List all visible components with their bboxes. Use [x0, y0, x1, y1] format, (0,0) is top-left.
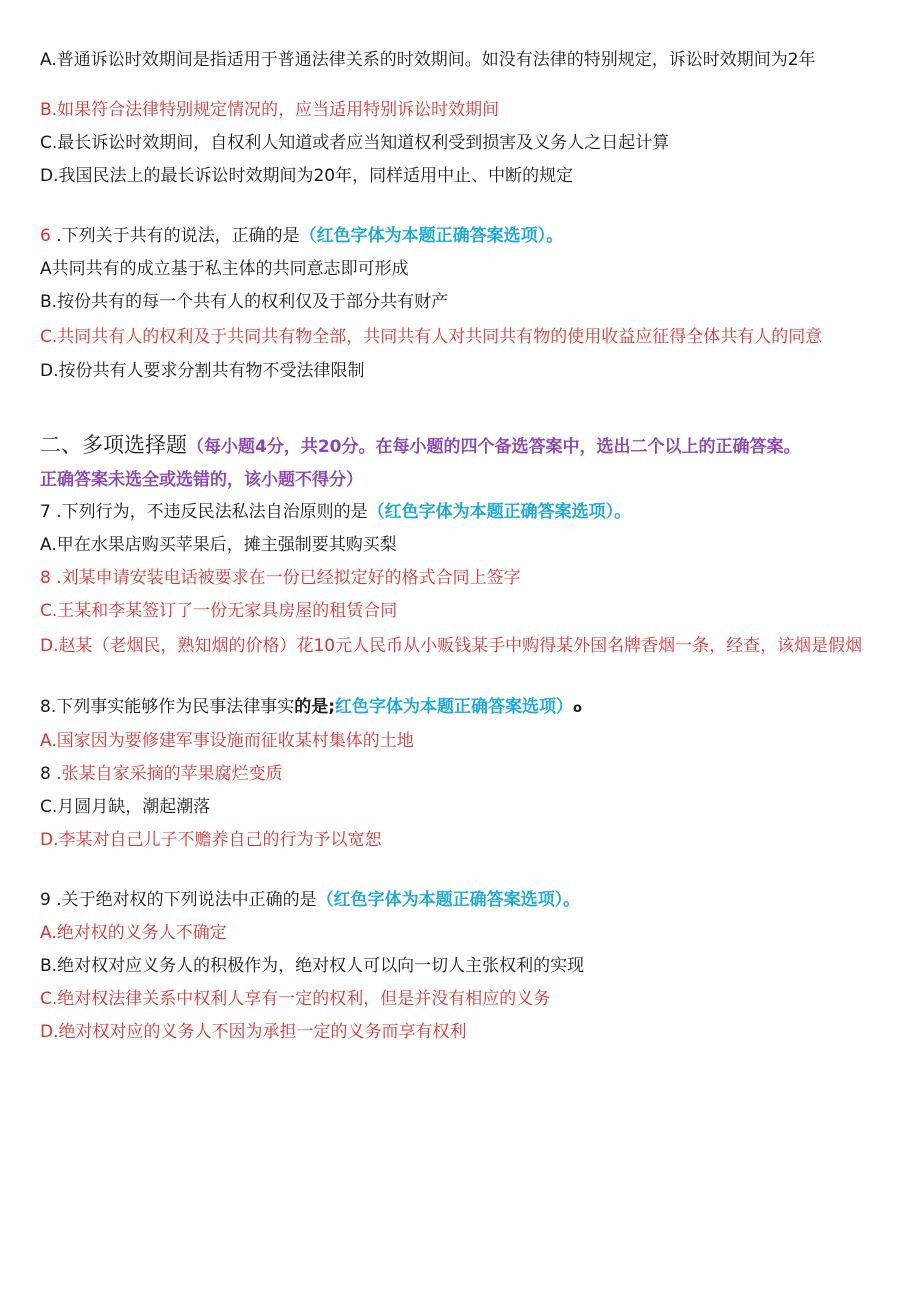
- q5-option-c: C.最长诉讼时效期间，自权利人知道或者应当知道权利受到损害及义务人之日起计算: [40, 133, 670, 153]
- q6-stem-text: .下列关于共有的说法，正确的是: [50, 226, 300, 246]
- q8-option-b: [40, 758, 880, 791]
- q8-stem-text: 8.下列事实能够作为民事法律事实: [40, 697, 295, 717]
- q8-option-c: C.月圆月缺，潮起潮落: [40, 797, 211, 817]
- q9-option-b: B.绝对权对应义务人的积极作为，绝对权人可以向一切人主张权利的实现: [40, 956, 585, 976]
- q5-option-b: B.如果符合法律特别规定情况的，应当适用特别诉讼时效期间: [40, 100, 500, 120]
- q6-option-a: A共同共有的成立基于私主体的共同意志即可形成: [40, 259, 409, 279]
- q5-option-a: A.普通诉讼时效期间是指适用于普通法律关系的时效期间。如没有法律的特别规定，诉讼时效期间为2年: [40, 50, 816, 70]
- q7-stem: [40, 496, 880, 529]
- q9-hint: （红色字体为本题正确答案选项）。: [316, 890, 581, 910]
- q7-option-b: [40, 562, 880, 595]
- q8-option-d: D.李某对自己儿子不赡养自己的行为予以宽恕: [40, 830, 382, 850]
- q8-tail: o: [573, 701, 582, 716]
- section-2-heading: [40, 428, 880, 464]
- q8-stem-bold: 的是;: [294, 697, 336, 717]
- q7-option-b-text: .刘某申请安装电话被要求在一份已经拟定好的格式合同上签字: [50, 568, 521, 588]
- q7-option-a: A.甲在水果店购买苹果后，摊主强制要其购买梨: [40, 535, 397, 555]
- q6-option-d: D.按份共有人要求分割共有物不受法律限制: [40, 361, 365, 381]
- q8-option-b-text: .张某自家采摘的苹果腐烂变质: [50, 764, 283, 784]
- q5-option-d: D.我国民法上的最长诉讼时效期间为20年，同样适用中止、中断的规定: [40, 166, 574, 186]
- q6-hint: （红色字体为本题正确答案选项）。: [299, 226, 564, 246]
- q6-number: 6: [40, 226, 51, 246]
- q8-option-a: A.国家因为要修建军事设施而征收某村集体的土地: [40, 731, 414, 751]
- q9-option-d: D.绝对权对应的义务人不因为承担一定的义务而享有权利: [40, 1022, 467, 1042]
- q8-hint: 红色字体为本题正确答案选项）: [335, 697, 574, 717]
- document-page: [40, 42, 880, 1049]
- q7-option-b-number: 8: [40, 568, 51, 588]
- q7-option-d: D.赵某（老烟民，熟知烟的价格）花10元人民币从小贩钱某手中购得某外国名牌香烟一条，经查，该烟是假烟: [40, 636, 863, 656]
- q8-stem: [40, 691, 880, 725]
- section-2-note-2: 正确答案未选全或选错的，该小题不得分）: [40, 470, 363, 490]
- q9-number: 9: [40, 890, 51, 910]
- q6-option-c: C.共同共有人的权利及于共同共有物全部，共同共有人对共同共有物的使用收益应征得全体共有人的同意: [40, 327, 823, 347]
- q9-stem: [40, 884, 880, 917]
- section-2-note-1: （每小题4分，共20分。在每小题的四个备选答案中，选出二个以上的正确答案。: [187, 437, 801, 457]
- section-2-title: 二、多项选择题: [40, 433, 187, 457]
- q7-hint: （红色字体为本题正确答案选项）。: [367, 502, 632, 522]
- q8-option-b-number: 8: [40, 764, 51, 784]
- q7-option-c: C.王某和李某签订了一份无家具房屋的租赁合同: [40, 601, 398, 621]
- q6-option-b: B.按份共有的每一个共有人的权利仅及于部分共有财产: [40, 292, 449, 312]
- q9-stem-text: .关于绝对权的下列说法中正确的是: [50, 890, 317, 910]
- q6-stem: [40, 220, 880, 253]
- q9-option-a: A.绝对权的义务人不确定: [40, 923, 227, 943]
- q9-option-c: C.绝对权法律关系中权利人享有一定的权利，但是并没有相应的义务: [40, 989, 551, 1009]
- q7-number: 7: [40, 502, 51, 522]
- q7-stem-text: .下列行为，不违反民法私法自治原则的是: [50, 502, 368, 522]
